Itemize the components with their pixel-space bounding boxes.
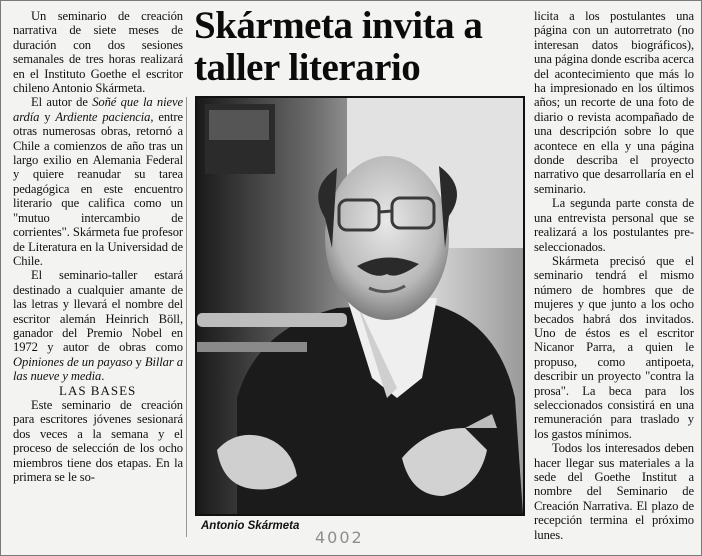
paragraph-interview: La segunda parte consta de una entrevista personal que se realizará a los postulantes pre-seleccionados. — [534, 196, 694, 254]
paragraph-participants: Skármeta precisó que el seminario tendrá el mismo número de hombres que de mujeres y que junto a los ocho becados habrá dos invitados. Uno de éstos es el escritor Nicanor Parra, a quien le propuso, como antipoeta, describir un proyecto "contra la prosa". La beca para los seleccionados consistirá en una remuneración para traslado y los gastos mínimos. — [534, 253, 694, 441]
book-title: Opiniones de un payaso — [13, 354, 133, 369]
book-title: Soñé que la nieve ardía — [13, 95, 183, 124]
handwritten-note: 4002 — [315, 528, 364, 547]
paragraph-author: El autor de Soñé que la nieve ardía y Ardiente paciencia, entre otras numerosas obras, retornó a Chile a comienzos de año tras un largo exilio en Alemania Federal y quiere reanudar su tarea pedagógica en este encuentro literario que califica como un "mutuo intercambio de corrientes". Skármeta fue profesor de Literatura en la Universidad de Chile. — [13, 95, 184, 268]
article-column-left — [13, 9, 183, 484]
paragraph-selection: Este seminario de creación para escritores jóvenes sesionará dos veces a la semana y el proceso de selección de los ocho miembros tiene dos etapas. En la primera se le so- — [13, 397, 183, 484]
column-divider — [186, 97, 187, 537]
section-heading: LAS BASES — [59, 382, 137, 398]
book-title: Ardiente paciencia — [55, 109, 151, 124]
paragraph-deadline: Todos los interesados deben hacer llegar sus materiales a la sede del Goethe Institut a nombre del Seminario de Creación Narrativa. El plazo de recepción termina el próximo lunes. — [534, 441, 694, 542]
photo-caption: Antonio Skármeta — [201, 520, 300, 532]
article-column-right — [534, 9, 694, 542]
author-photo — [195, 96, 525, 516]
paragraph-intro: Un seminario de creación narrativa de siete meses de duración con dos sesiones semanales de tres horas realizará en el Instituto Goethe el escritor chileno Antonio Skármeta. — [13, 9, 183, 96]
book-title: Billar a las nueve y media — [13, 354, 183, 384]
paragraph-requirements: licita a los postulantes una página con un autorretrato (no interesan datos biográficos), una página donde escriba acerca del acontecimiento que más lo ha impresionado en los últimos años; un recorte de una foto de diario o revista acompañado de una descripción sobre lo que acontece en ella y una página donde describa el proyecto narrativo que desarrollaría en el seminario. — [534, 9, 694, 196]
paragraph-seminar: El seminario-taller estará destinado a cualquier amante de las letras y llevará el nombre del escritor alemán Heinrich Böll, ganador del Premio Nobel en 1972 y autor de obras como Opiniones de un payaso y Billar a las nueve y media. — [13, 268, 183, 384]
headline: Skármeta invita a taller literario — [194, 4, 483, 89]
